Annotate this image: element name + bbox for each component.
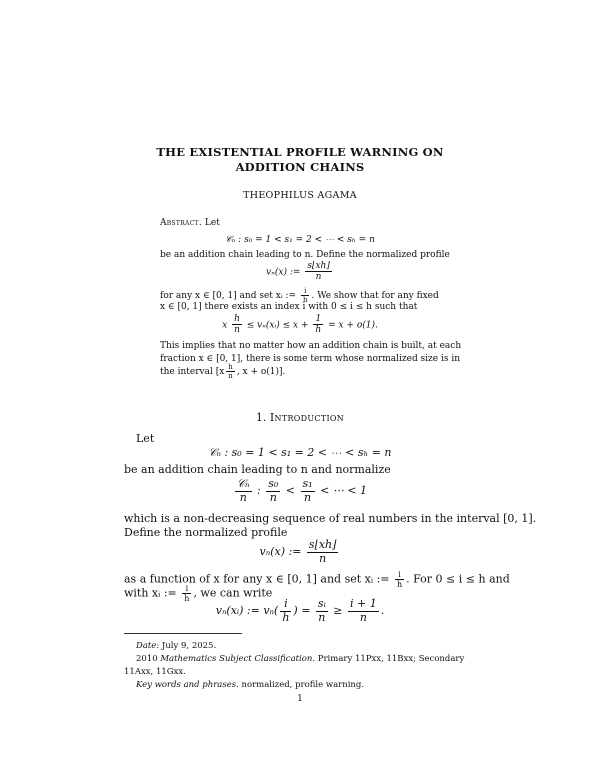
footnote-rule [124,633,242,634]
abstract-label: Abstract. [160,218,203,228]
abstract-equation-2: vₙ(x) := $\frac{s⌊xh⌋}{n}$ [266,261,330,283]
abstract-lead-word: Let [204,218,220,228]
intro-equation-4: vₙ(xᵢ) := vₙ( $\frac{i}{h}$ ) = $\frac{\text{sᵢ}}{n}$ ≥ $\frac{i + 1}{n}$ . [215,597,385,624]
page-number: 1 [297,694,303,704]
section-title: Introduction [269,411,345,424]
footnote-date [136,640,216,653]
abstract-line-6: the interval [x $\frac{h}{n}$ , x + o(1)]. [160,363,286,381]
footnote-msc-cont: 11Axx, 11Gxx. [124,667,186,677]
intro-line-3: Define the normalized profile [124,526,288,539]
abstract-line-5: fraction x ∈ [0, 1], there is some term whose normalized size is in [160,354,461,364]
footnote-keywords [136,679,364,692]
author: THEOPHILUS AGAMA [243,190,357,201]
abstract-line-3: x ∈ [0, 1] there exists an index i with 0 ≤ i ≤ h such that [160,302,418,312]
intro-line-2: which is a non-decreasing sequence of real numbers in the interval [0, 1]. [124,512,537,525]
keywords-label: Key words and phrases. [136,680,239,690]
intro-equation-2: $\frac{\text{𝒞ₙ}}{n}$ : $\frac{\text{s₀}}{n}$ < $\frac{\text{s₁}}{n}$ < ⋯ < 1 [237,477,367,504]
intro-line-5: with xᵢ := $\frac{i}{h}$ , we can write [124,584,273,604]
intro-equation-1: 𝒞ₙ : s₀ = 1 < s₁ = 2 < ⋯ < sₕ = n [208,446,392,459]
abstract-equation-3: x $\frac{h}{n}$ ≤ vₙ(xᵢ) ≤ x + $\frac{1}{h}$ = x + o(1). [222,314,378,336]
section-heading [0,411,600,424]
date-label: Date [136,641,157,651]
keywords-value: normalized, profile warning. [241,680,365,690]
abstract-line-4: This implies that no matter how an addition chain is built, at each [160,341,462,351]
msc-label: Mathematics Subject Classification. [160,654,316,664]
paper-title-line-2: ADDITION CHAINS [235,160,365,174]
paper-title-line-1: THE EXISTENTIAL PROFILE WARNING ON [156,145,444,159]
intro-line-1: be an addition chain leading to n and normalize [124,463,391,476]
abstract-line-1: be an addition chain leading to n. Define the normalized profile [160,250,450,260]
intro-equation-3: vₙ(x) := $\frac{s⌊xh⌋}{n}$ [259,538,337,565]
date-value: : July 9, 2025. [156,641,217,651]
abstract-lead [160,216,220,230]
abstract-line-2: for any x ∈ [0, 1] and set xᵢ := $\frac{i}{h}$ . We show that for any fixed [160,287,439,305]
intro-lead: Let [136,432,155,445]
abstract-equation-1: 𝒞ₙ : s₀ = 1 < s₁ = 2 < ⋯ < sₕ = n [225,235,375,245]
intro-line-4: as a function of x for any x ∈ [0, 1] and set xᵢ := $\frac{i}{h}$ . For 0 ≤ i ≤ h and [124,570,510,590]
section-number: 1. [255,411,267,424]
footnote-msc: 2010 Mathematics Subject Classification. Primary 11Pxx, 11Bxx; Secondary [136,654,465,664]
